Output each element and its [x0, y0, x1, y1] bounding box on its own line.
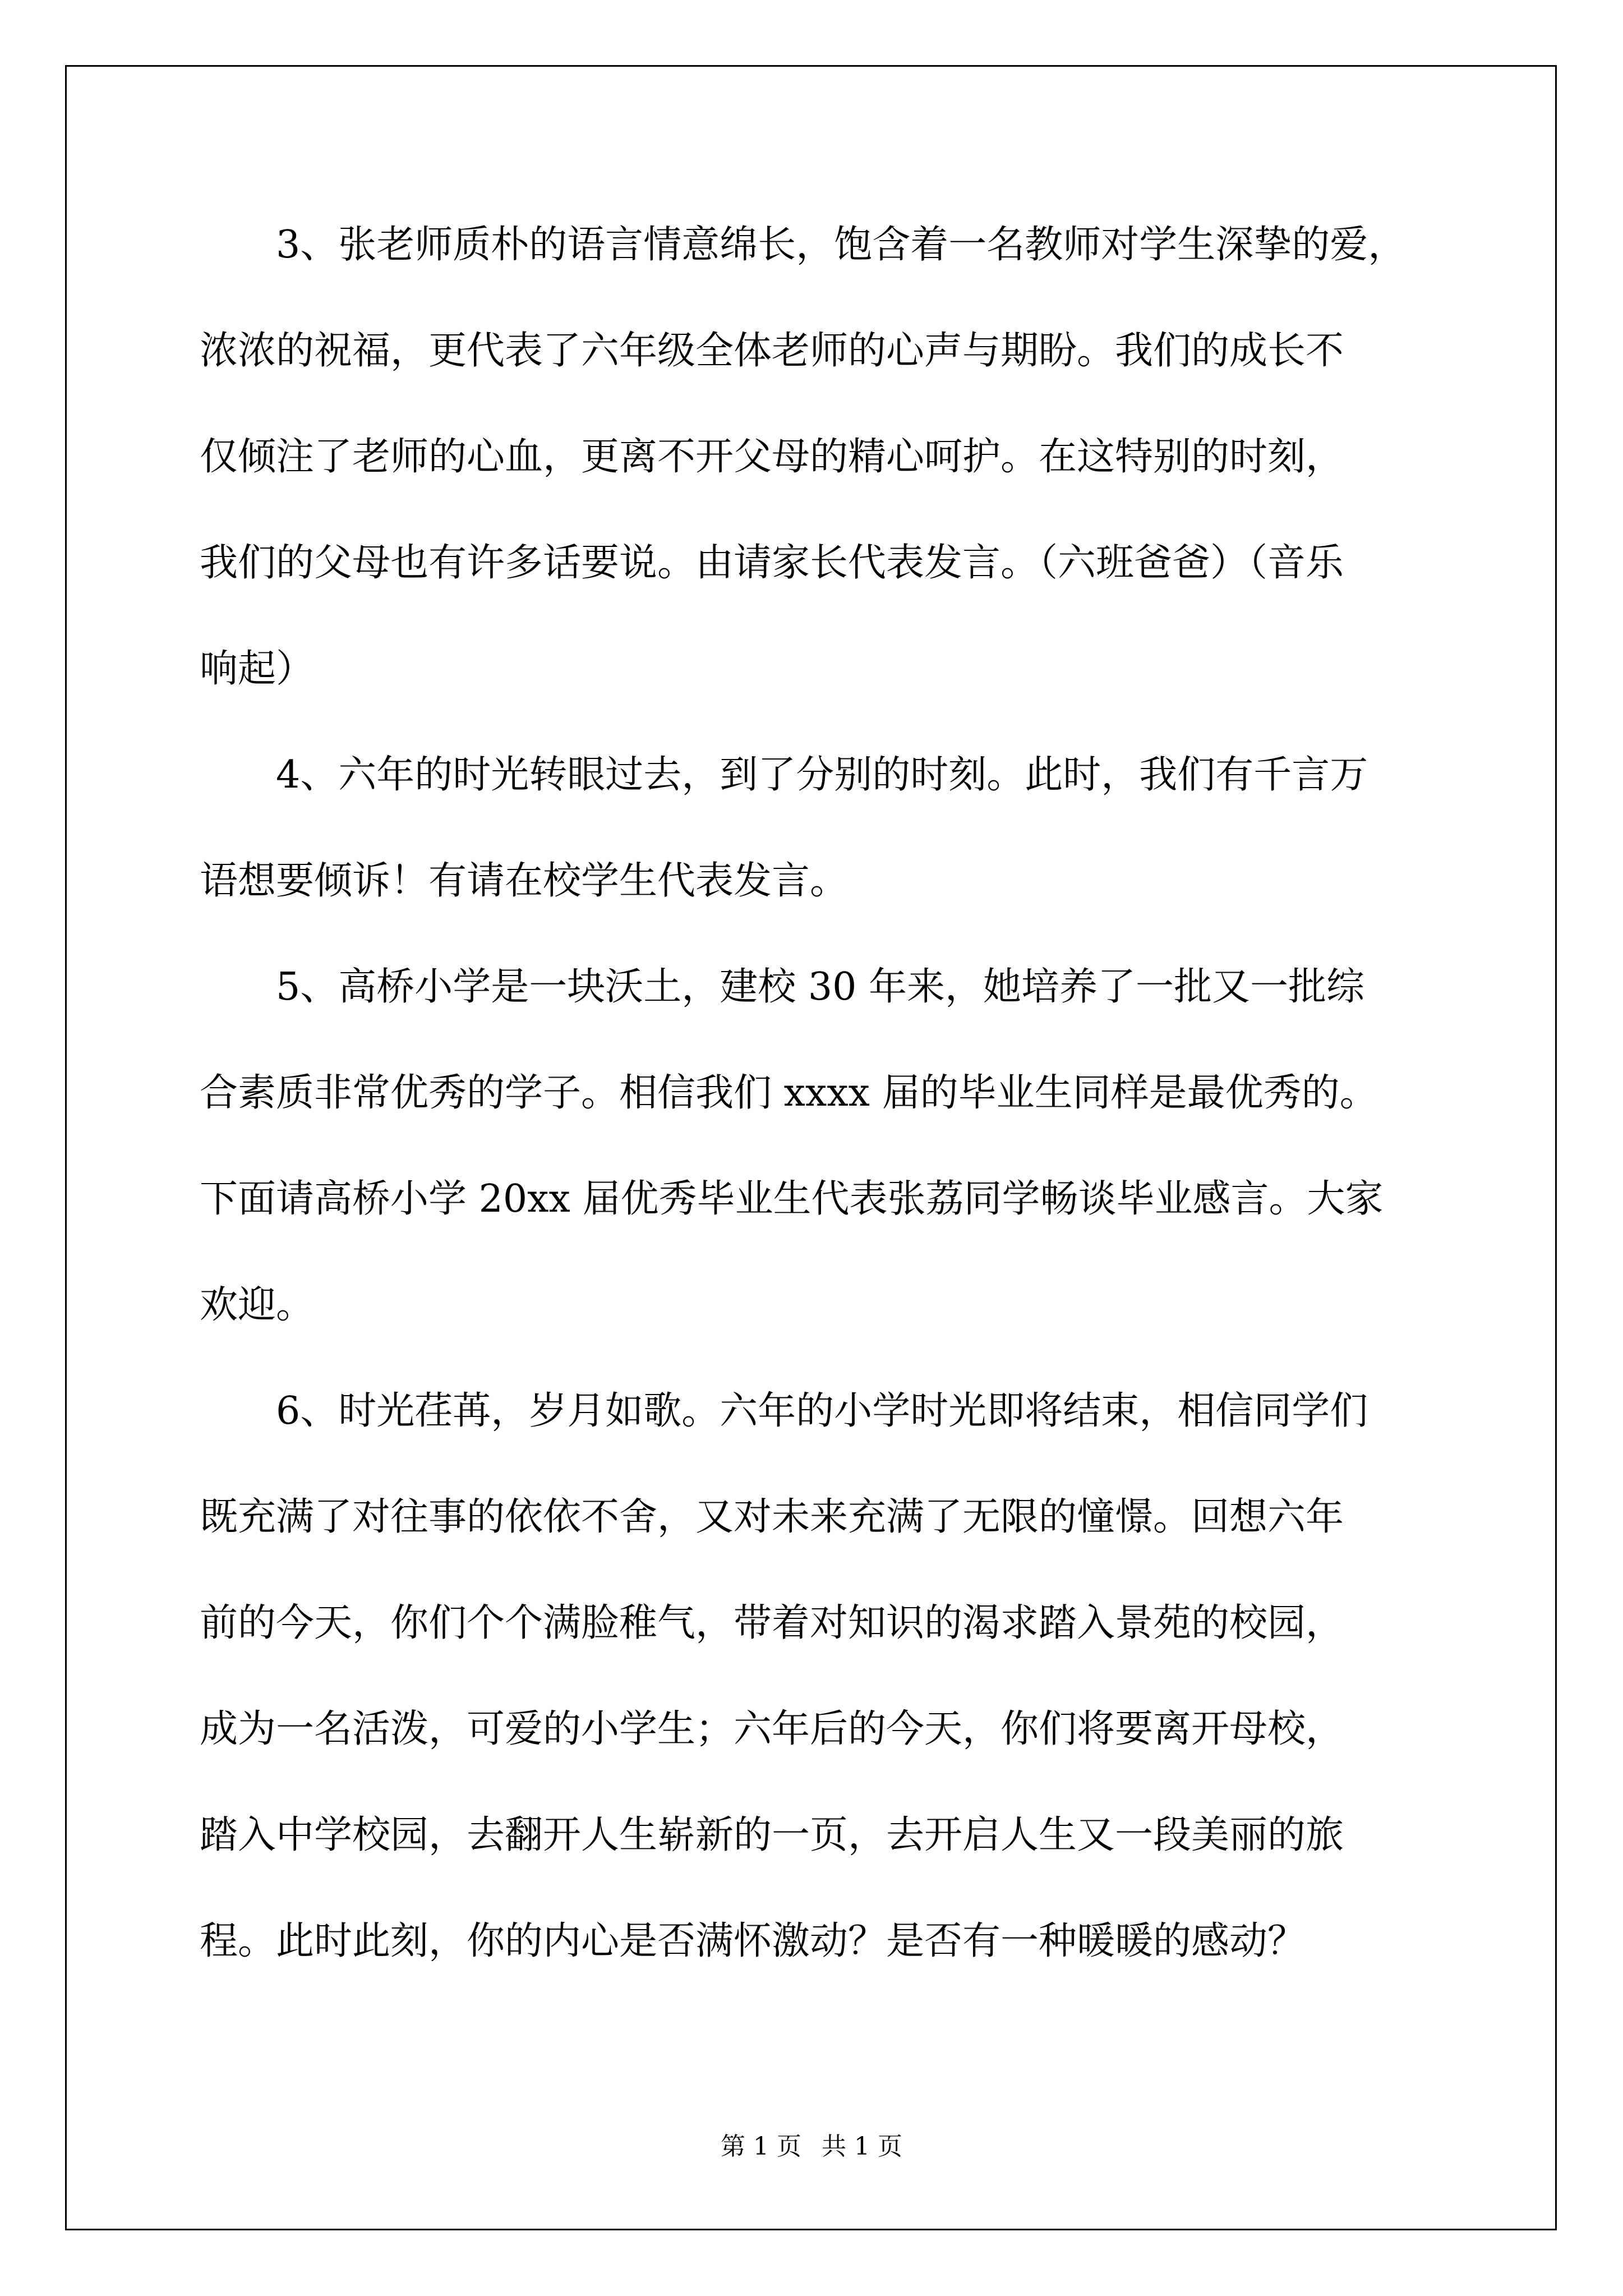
text-line: 5、高桥小学是一块沃土，建校 30 年来，她培养了一批又一批综: [276, 965, 1365, 1009]
text-line: 6、时光荏苒，岁月如歌。六年的小学时光即将结束，相信同学们: [276, 1389, 1368, 1433]
text-line: 程。此时此刻，你的内心是否满怀激动？是否有一种暖暖的感动？: [200, 1919, 1306, 1963]
text-line: 仅倾注了老师的心血，更离不开父母的精心呵护。在这特别的时刻，: [200, 435, 1344, 479]
page-total: 共 1 页: [822, 2132, 902, 2161]
text-line: 既充满了对往事的依依不舍，又对未来充满了无限的憧憬。回想六年: [200, 1495, 1344, 1539]
paragraph-6: [200, 1358, 1433, 1994]
text-line: 我们的父母也有许多话要说。由请家长代表发言。（六班爸爸）（音乐: [200, 541, 1344, 585]
text-line: 合素质非常优秀的学子。相信我们 xxxx 届的毕业生同样是最优秀的。: [200, 1071, 1378, 1115]
text-line: 4、六年的时光转眼过去，到了分别的时刻。此时，我们有千言万: [276, 753, 1368, 797]
document-body: [200, 192, 1433, 1994]
page-footer: [0, 2126, 1623, 2162]
text-line: 响起）: [200, 647, 315, 691]
paragraph-4: [200, 722, 1433, 934]
text-line: 成为一名活泼，可爱的小学生；六年后的今天，你们将要离开母校，: [200, 1707, 1344, 1751]
text-line: 踏入中学校园，去翻开人生崭新的一页，去开启人生又一段美丽的旅: [200, 1813, 1344, 1857]
text-line: 下面请高桥小学 20xx 届优秀毕业生代表张荔同学畅谈毕业感言。大家: [200, 1177, 1384, 1221]
text-line: 浓浓的祝福，更代表了六年级全体老师的心声与期盼。我们的成长不: [200, 329, 1344, 373]
page-number: 第 1 页: [721, 2132, 801, 2161]
text-line: 3、张老师质朴的语言情意绵长，饱含着一名教师对学生深挚的爱，: [276, 223, 1407, 267]
paragraph-3: [200, 192, 1433, 722]
paragraph-5: [200, 934, 1433, 1358]
text-line: 前的今天，你们个个满脸稚气，带着对知识的渴求踏入景苑的校园，: [200, 1601, 1344, 1645]
text-line: 语想要倾诉！有请在校学生代表发言。: [200, 859, 849, 903]
text-line: 欢迎。: [200, 1283, 315, 1327]
